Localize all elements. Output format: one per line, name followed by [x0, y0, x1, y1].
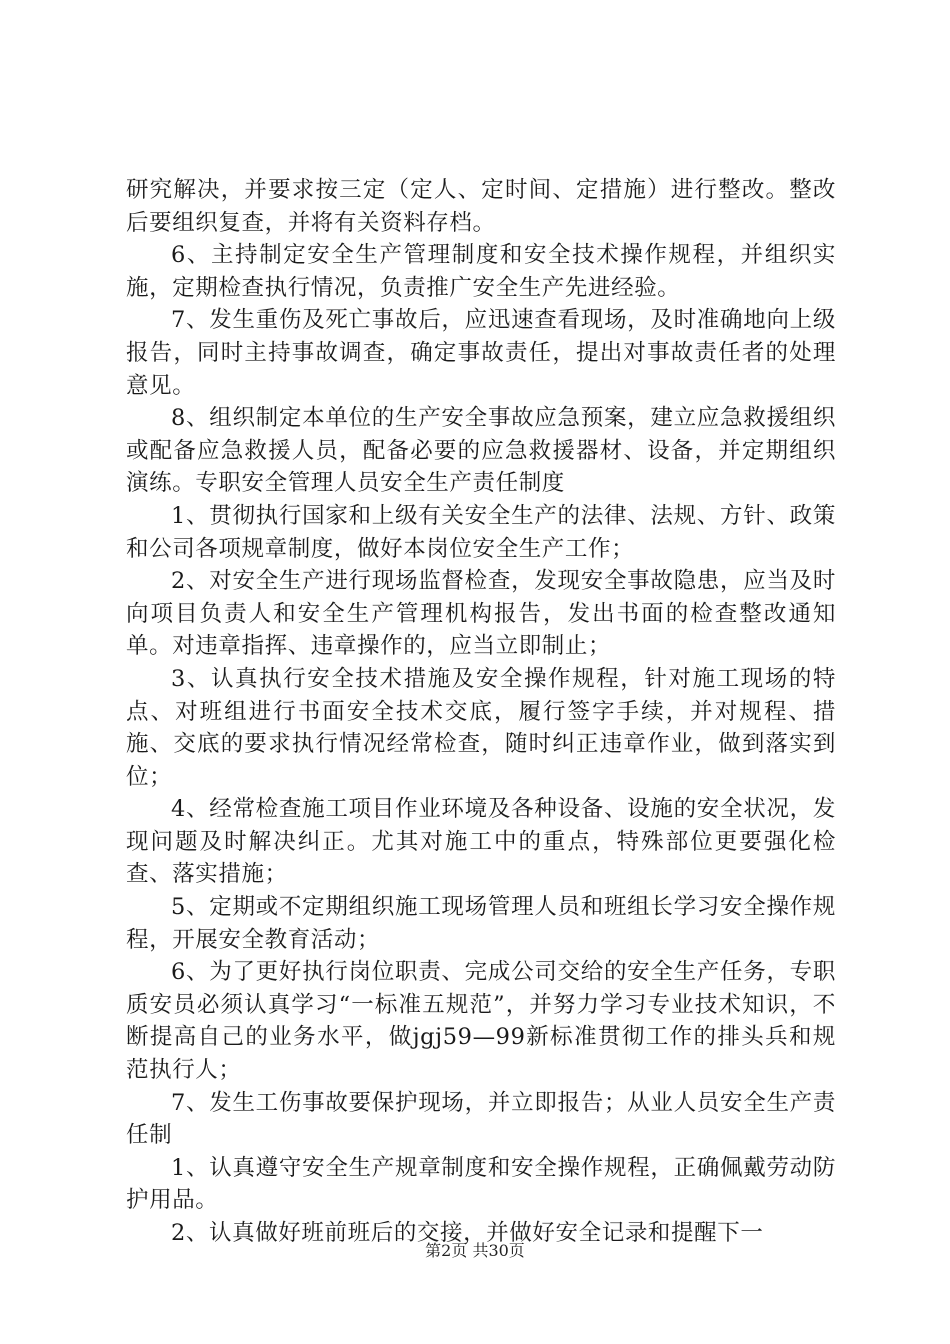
paragraph: 4、经常检查施工项目作业环境及各种设备、设施的安全状况，发现问题及时解决纠正。尤其对施工中的重点，特殊部位更要强化检查、落实措施；	[126, 796, 836, 888]
paragraph: 研究解决，并要求按三定（定人、定时间、定措施）进行整改。整改后要组织复查，并将有关资料存档。	[126, 177, 836, 236]
page-footer	[0, 1241, 950, 1261]
paragraph: 2、认真做好班前班后的交接，并做好安全记录和提醒下一	[171, 1220, 764, 1246]
paragraph: 1、贯彻执行国家和上级有关安全生产的法律、法规、方针、政策和公司各项规章制度，做好本岗位安全生产工作；	[126, 502, 836, 562]
document-body	[126, 174, 836, 1250]
paragraph: 5、定期或不定期组织施工现场管理人员和班组长学习安全操作规程，开展安全教育活动；	[126, 894, 836, 953]
paragraph: 3、认真执行安全技术措施及安全操作规程，针对施工现场的特点、对班组进行书面安全技术交底，履行签字手续，并对规程、措施、交底的要求执行情况经常检查，随时纠正违章作业，做到落实到位；	[126, 665, 836, 790]
paragraph: 2、对安全生产进行现场监督检查，发现安全事故隐患，应当及时向项目负责人和安全生产管理机构报告，发出书面的检查整改通知单。对违章指挥、违章操作的，应当立即制止；	[126, 568, 836, 660]
paragraph: 7、发生重伤及死亡事故后，应迅速查看现场，及时准确地向上级报告，同时主持事故调查，确定事故责任，提出对事故责任者的处理意见。	[126, 307, 836, 399]
page-number-label: 第2页 共30页	[425, 1241, 525, 1260]
paragraph: 7、发生工伤事故要保护现场，并立即报告；从业人员安全生产责任制	[126, 1089, 836, 1149]
paragraph: 1、认真遵守安全生产规章制度和安全操作规程，正确佩戴劳动防护用品。	[126, 1154, 836, 1214]
paragraph: 6、为了更好执行岗位职责、完成公司交给的安全生产任务，专职质安员必须认真学习“一标准五规范”，并努力学习专业技术知识，不断提高自己的业务水平，做jgj59—99新标准贯彻工作的排头兵和规范执行人；	[126, 959, 836, 1084]
paragraph: 8、组织制定本单位的生产安全事故应急预案，建立应急救援组织或配备应急救援人员，配备必要的应急救援器材、设备，并定期组织演练。专职安全管理人员安全生产责任制度	[126, 405, 836, 497]
paragraph: 6、主持制定安全生产管理制度和安全技术操作规程，并组织实施，定期检查执行情况，负责推广安全生产先进经验。	[126, 242, 836, 301]
